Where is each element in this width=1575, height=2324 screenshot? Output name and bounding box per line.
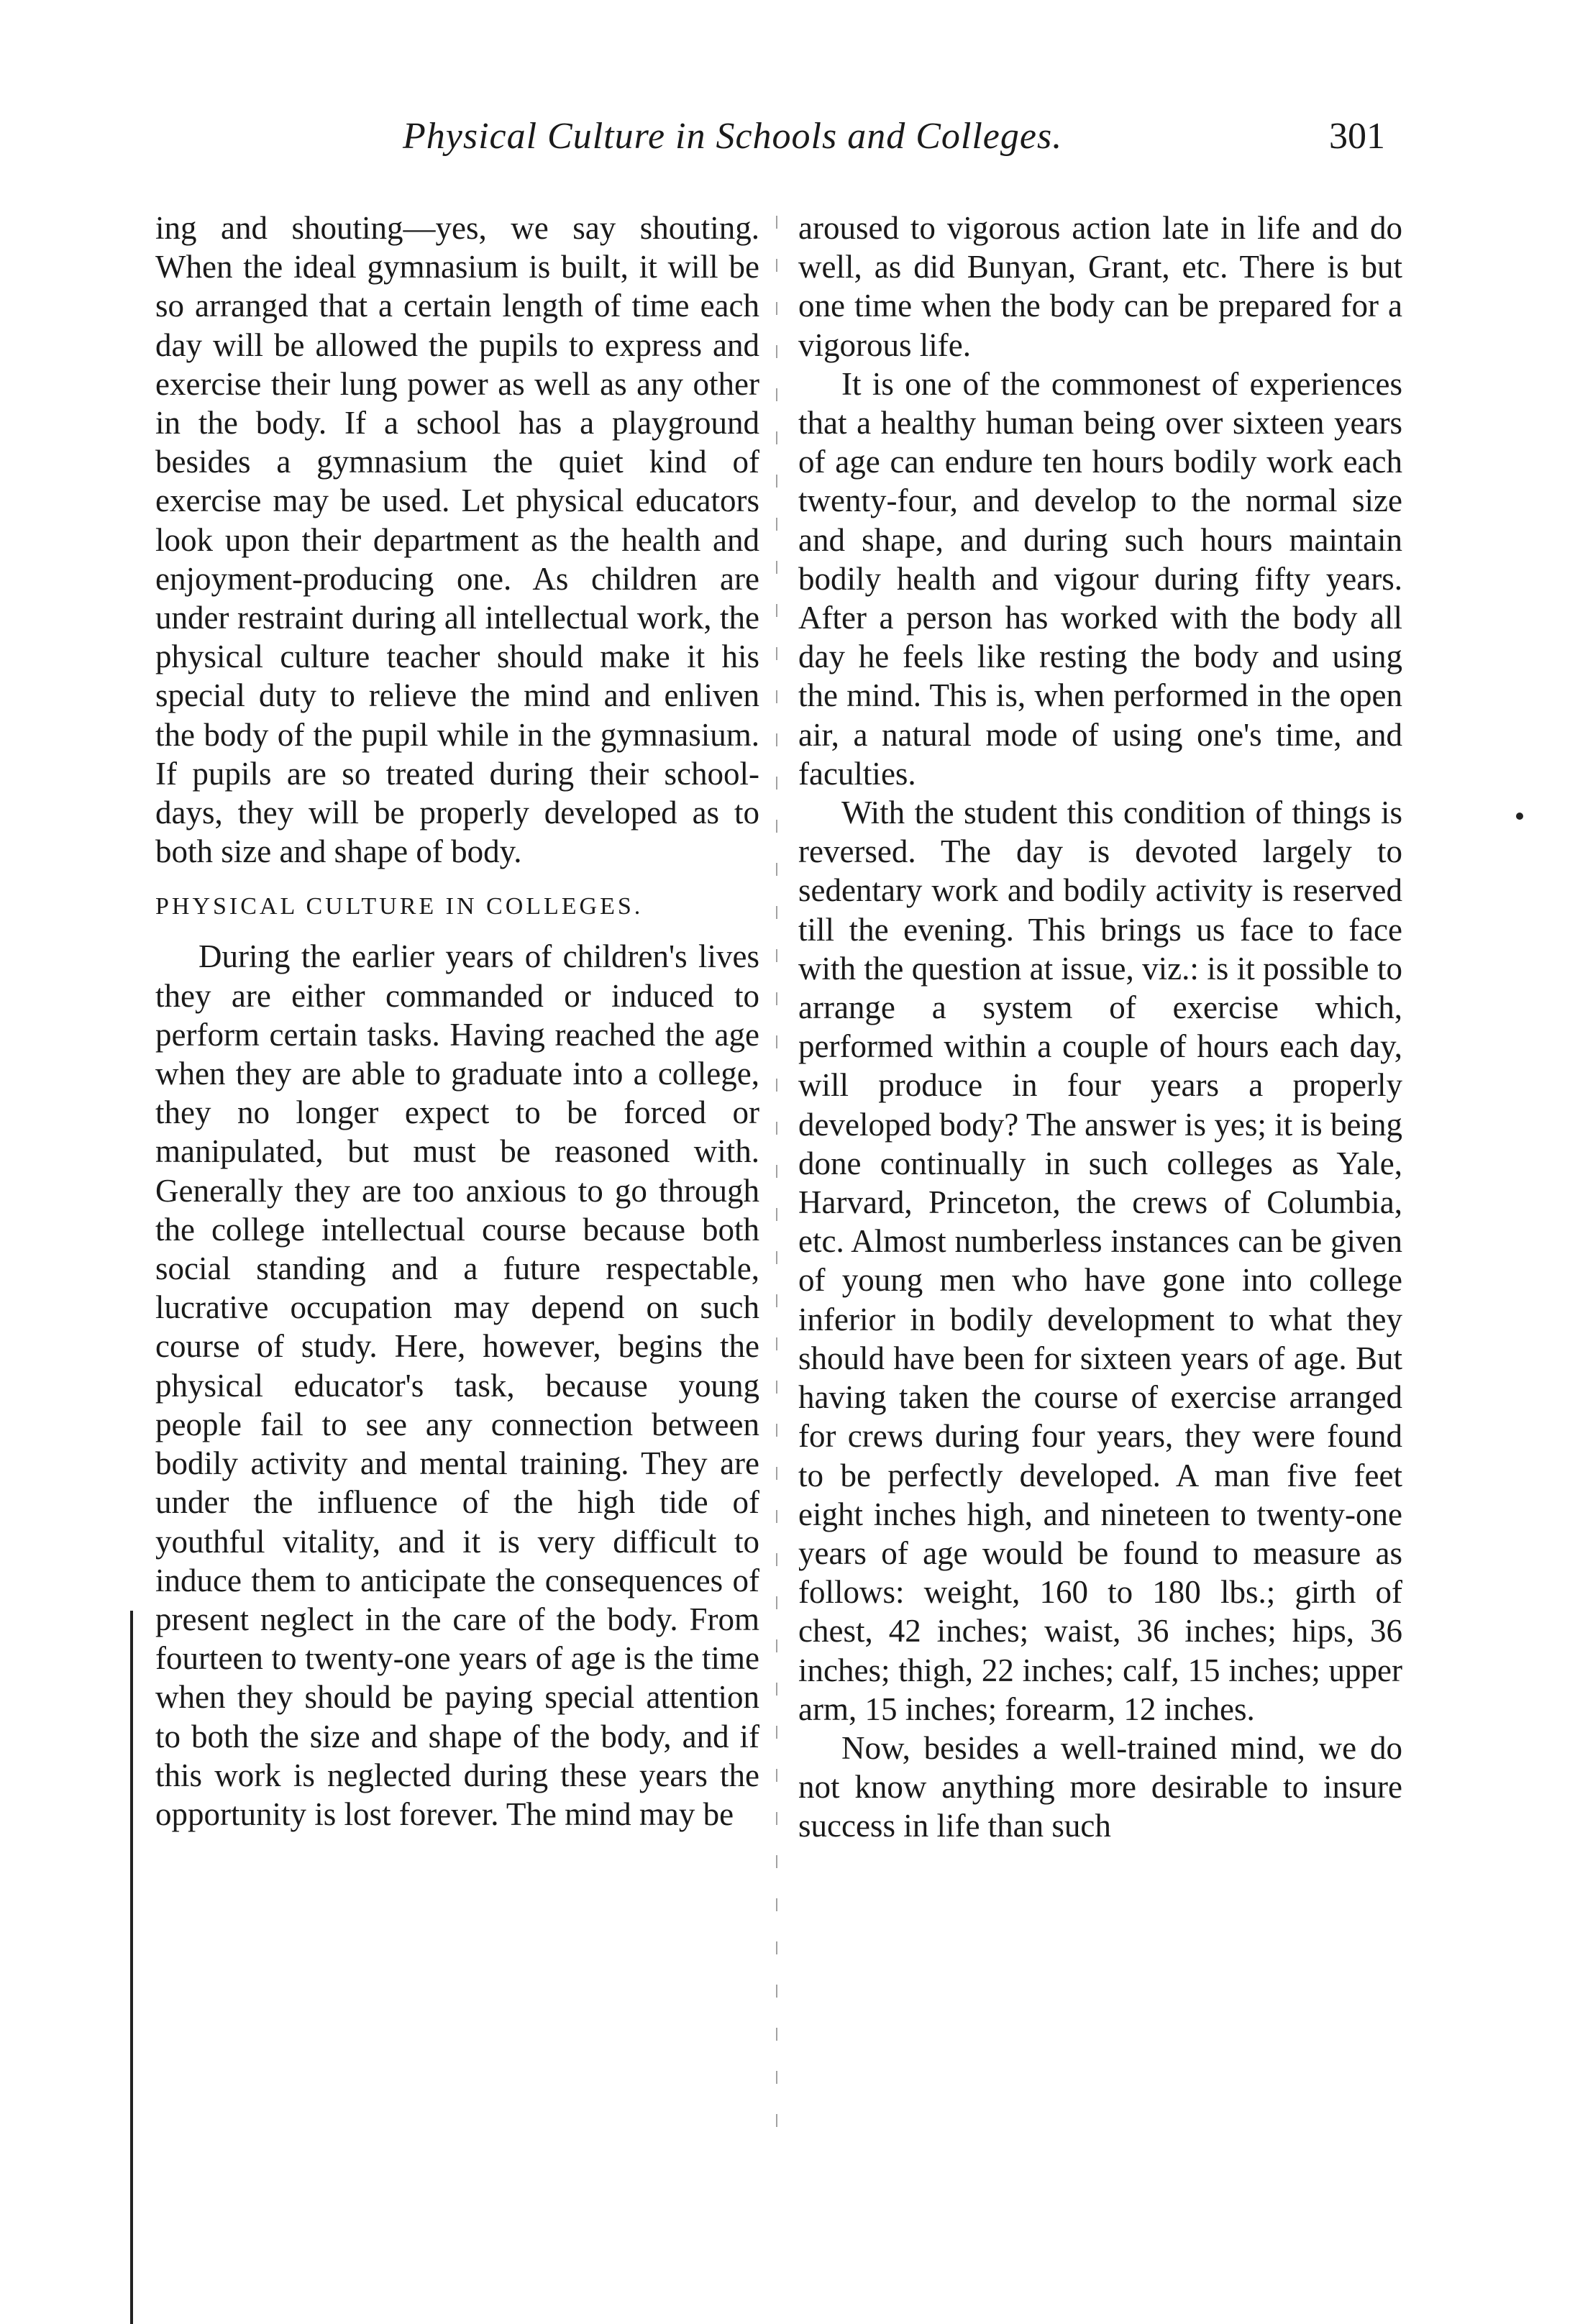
left-paragraph-1: ing and shouting—yes, we say shouting. When the ideal gymnasium is built, it will be so arranged that a certain length of time each day will be allowed the pupils to express and exercise their lung power as well as any other in the body. If a school has a playground besides a gymnasium the quiet kind of exercise may be used. Let physical educators look upon their department as the health and enjoyment-producing one. As children are under restraint during all intellectual work, the physical culture teacher should make it his special duty to relieve the mind and enliven the body of the pupil while in the gymnasium. If pupils are so treated during their school-days, they will be properly developed as to both size and shape of body. bbox=[155, 210, 759, 870]
left-paragraph-2: During the earlier years of children's lives they are either commanded or induced to perform certain tasks. Having reached the age when they are able to graduate into a college, they no longer expect to be forced or manipulated, but must be reasoned with. Generally they are too anxious to go through the college intellectual course because both social standing and a future respectable, lucrative occupation may depend on such course of study. Here, however, begins the physical educator's task, because young people fail to see any connection between bodily activity and mental training. They are under the influence of the high tide of youthful vitality, and it is very difficult to induce them to anticipate the consequences of present neglect in the care of the body. From fourteen to twenty-one years of age is the time when they should be paying special attention to both the size and shape of the body, and if this work is neglected during these years the opportunity is lost forever. The mind may be bbox=[155, 938, 759, 1832]
binding-edge-line bbox=[130, 1611, 133, 2324]
right-paragraph-2: It is one of the commonest of experiences that a healthy human being over sixteen years of age can endure ten hours bodily work each twenty-four, and develop to the normal size and shape, and during such hours maintain bodily health and vigour during fifty years. After a person has worked with the body all day he feels like resting the body and using the mind. This is, when performed in the open air, a natural mode of using one's time, and faculties. bbox=[798, 365, 1402, 792]
right-paragraph-1: aroused to vigorous action late in life and do well, as did Bunyan, Grant, etc. There is but one time when the body can be prepared for a vigorous life. bbox=[798, 210, 1402, 363]
running-head: Physical Culture in Schools and Colleges. bbox=[403, 116, 1063, 157]
right-paragraph-3: With the student this condition of things is reversed. The day is devoted largely to sedentary work and bodily activity is reserved till the evening. This brings us face to face with the question at issue, viz.: is it possible to arrange a system of exercise which, performed within a couple of hours each day, will produce in four years a properly developed body? The answer is yes; it is being done continually in such colleges as Yale, Harvard, Princeton, the crews of Columbia, etc. Almost numberless instances can be given of young men who have gone into college inferior in bodily development to what they should have been for sixteen years of age. But having taken the course of exercise arranged for crews during four years, they were found to be perfectly developed. A man five feet eight inches high, and nineteen to twenty-one years of age would be found to measure as follows: weight, 160 to 180 lbs.; girth of chest, 42 inches; waist, 36 inches; hips, 36 inches; thigh, 22 inches; calf, 15 inches; upper arm, 15 inches; forearm, 12 inches. bbox=[798, 795, 1402, 1727]
column-gutter-rule bbox=[776, 216, 777, 2157]
right-column bbox=[798, 209, 1402, 1846]
right-paragraph-4: Now, besides a well-trained mind, we do not know anything more desirable to insure success in life than such bbox=[798, 1729, 1402, 1844]
page-number: 301 bbox=[1329, 116, 1385, 157]
ink-speck bbox=[1516, 813, 1523, 820]
section-heading: PHYSICAL CULTURE IN COLLEGES. bbox=[155, 893, 644, 920]
left-column bbox=[155, 209, 759, 1834]
